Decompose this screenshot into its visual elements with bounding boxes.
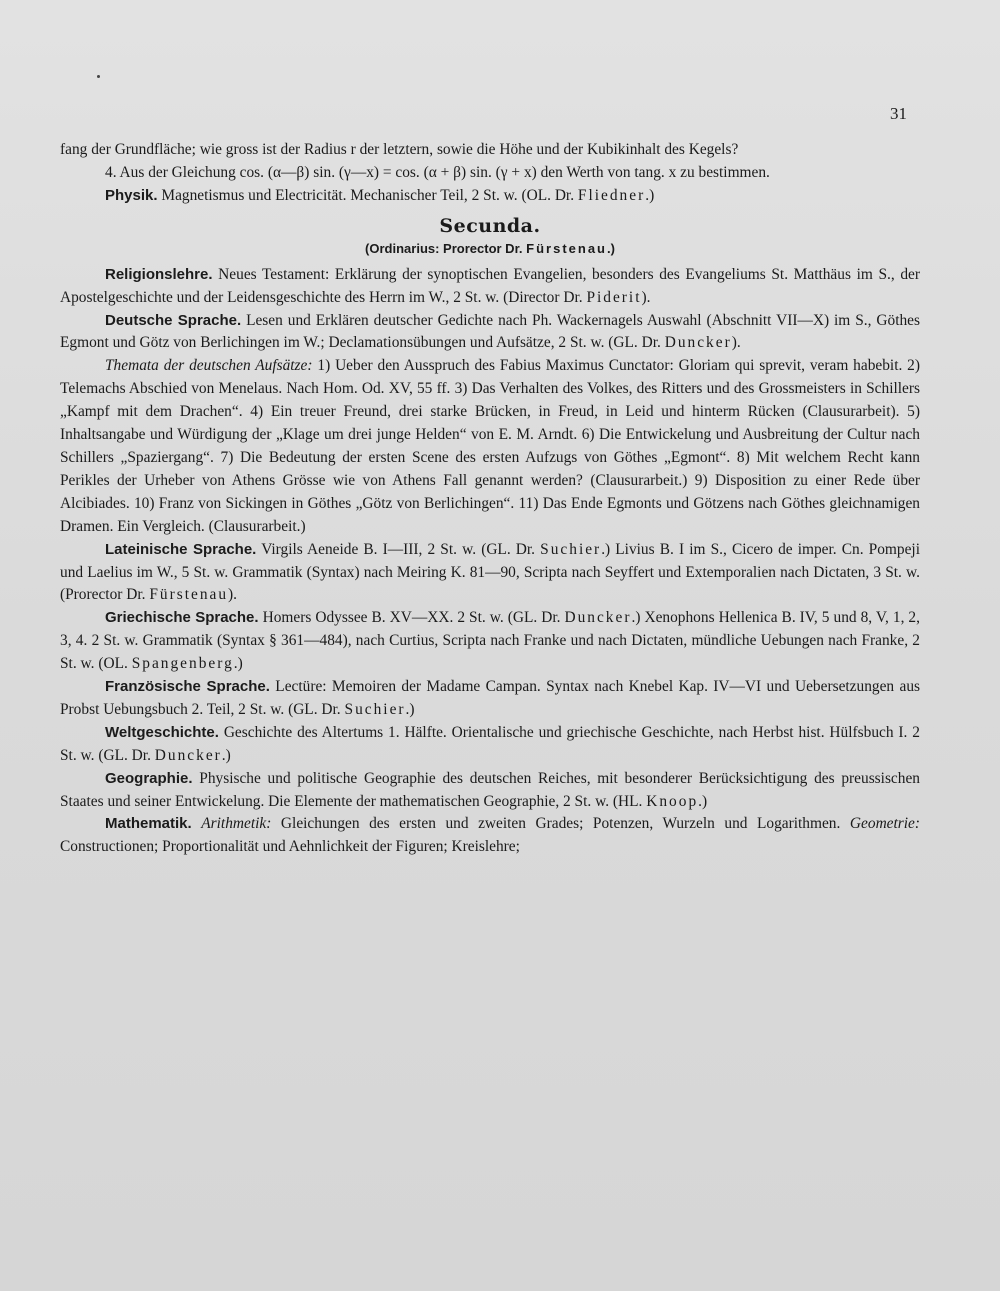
heading-lateinische-sprache: Lateinische Sprache. (105, 540, 257, 558)
subtitle-end: .) (607, 240, 615, 256)
paragraph-mathematik (60, 813, 920, 859)
franz-end: .) (405, 700, 415, 718)
arithmetik-label: Arithmetik: (201, 815, 272, 833)
paragraph-themata (60, 355, 920, 538)
math-text-2: Constructionen; Proportionalität und Aehnlichkeit der Figuren; Kreislehre; (60, 838, 520, 856)
welt-text: Geschichte des Altertums 1. Hälfte. Orientalische und griechische Geschichte, nach Herbst hist. Hülfsbuch I. 2 St. w. (GL. Dr. (60, 723, 920, 764)
griech-text: Homers Odyssee B. XV—XX. 2 St. w. (GL. Dr. (262, 609, 561, 627)
teacher-name: Spangenberg (131, 655, 234, 673)
teacher-name: Duncker (664, 334, 732, 352)
geometrie-label: Geometrie: (849, 815, 921, 833)
section-title: Secunda. (439, 214, 541, 237)
paragraph-griechisch (60, 607, 920, 676)
physik-text: Magnetismus und Electricität. Mechanischer Teil, 2 St. w. (OL. Dr. (161, 186, 575, 204)
themata-text: 1) Ueber den Ausspruch des Fabius Maximus Cunctator: Gloriam qui sprevit, veram habebit. 2) Telemachs Abschied von Menelaus. Nach Hom. Od. XV, 55 ff. 3) Das Verhalten des Volkes, des Ritters und des Grossmeisters in Schillers „Kampf mit dem Drachen“. 4) Ein treuer Freund, drei starke Brücken, in Freud, in Leid und hinterm Rücken (Clausurarbeit). 5) Inhaltsangabe und Würdigung der „Klage um drei junge Helden“ von E. M. Arndt. 6) Die Entwickelung und Ausbreitung der Cultur nach Schillers „Spaziergang“. 7) Die Bedeutung der ersten Scene des ersten Aufzugs von Göthes „Egmont“. 8) Mit welchem Recht kann Perikles der Urheber von Athens Grösse wie von Athens Fall genannt werden? (Clausurarbeit.) 9) Disposition zu einer Rede über Alcibiades. 10) Franz von Sickingen in Göthes „Götz von Berlichingen“. 11) Das Ende Egmonts und Götzens nach Göthes gleichnamigen Dramen. Ein Vergleich. (Clausurarbeit.) (60, 357, 920, 535)
latein-end: ). (228, 586, 238, 604)
teacher-name: Fliedner (577, 186, 646, 204)
paragraph-continuation: fang der Grundfläche; wie gross ist der Radius r der letztern, sowie die Höhe und der Kubikinhalt des Kegels? (60, 141, 739, 158)
geo-text: Physische und politische Geographie des deutschen Reiches, mit besonderer Berücksichtigung des preussischen Staates und seiner Entwickelung. Die Elemente der mathematischen Geographie, 2 St. w. (HL. (60, 769, 920, 810)
deutsch-end: ). (731, 334, 741, 352)
griech-text-2: .) Xenophons Hellenica B. IV, 5 und 8, V, 1, 2, 3, 4. 2 St. w. Grammatik (Syntax § 361—484), nach Curtius, Scripta nach Franke und nach Dictaten, mündliche Uebungen nach Franke, 2 St. w. (OL. (60, 609, 920, 673)
paragraph-deutsch (60, 310, 920, 356)
franz-text: Lectüre: Memoiren der Madame Campan. Syntax nach Knebel Kap. IV—VI und Uebersetzungen aus Probst Uebungsbuch 2. Teil, 2 St. w. (GL. Dr. (60, 678, 921, 718)
page-number: 31 (890, 104, 907, 123)
heading-religionslehre: Religionslehre. (105, 265, 213, 283)
latein-text-2: .) Livius B. I im S., Cicero de imper. Cn. Pompeji und Laelius im W., 5 St. w. Grammatik (Syntax) nach Meiring K. 81—90, Scripta nach Seyffert und Extemporalien nach Dictaten, 3 St. w. (Prorector Dr. (60, 540, 920, 604)
paragraph-latein (60, 539, 920, 608)
religion-end: ). (641, 288, 651, 306)
heading-griechische-sprache: Griechische Sprache. (105, 609, 259, 627)
paragraph-geographie (60, 768, 920, 814)
griech-end: .) (233, 655, 243, 673)
speck-mark (97, 75, 100, 78)
subtitle-text: (Ordinarius: Prorector Dr. (365, 240, 523, 256)
heading-mathematik: Mathematik. (105, 815, 192, 833)
teacher-name: Fürstenau (149, 586, 229, 604)
paragraph-physik (60, 185, 920, 208)
page-body (60, 139, 920, 859)
heading-physik: Physik. (105, 186, 158, 204)
section-subtitle (60, 238, 920, 260)
ordinarius-name: Fürstenau (526, 240, 607, 256)
teacher-name: Piderit (586, 288, 642, 306)
teacher-name: Duncker (564, 609, 632, 627)
math-text-1: Gleichungen des ersten und zweiten Grades; Potenzen, Wurzeln und Logarithmen. (280, 815, 841, 833)
paragraph-religion (60, 264, 920, 310)
deutsch-text: Lesen und Erklären deutscher Gedichte nach Ph. Wackernagels Auswahl (Abschnitt VII—X) im S., Göthes Egmont und Götz von Berlichingen im W.; Declamationsübungen und Aufsätze, 2 St. w. (GL. Dr. (60, 311, 920, 352)
paragraph-franzoesisch (60, 676, 920, 722)
religion-text: Neues Testament: Erklärung der synoptischen Evangelien, besonders des Evangeliums St. Matthäus im S., der Apostelgeschichte und der Leidensgeschichte des Herrn im W., 2 St. w. (Director Dr. (60, 265, 920, 306)
heading-geographie: Geographie. (105, 769, 193, 787)
welt-end: .) (221, 746, 231, 764)
latein-text: Virgils Aeneide B. I—III, 2 St. w. (GL. Dr. (261, 540, 536, 558)
heading-weltgeschichte: Weltgeschichte. (105, 723, 219, 741)
paragraph-weltgeschichte (60, 722, 920, 768)
paragraph-item-4: 4. Aus der Gleichung cos. (α—β) sin. (γ—x) = cos. (α + β) sin. (γ + x) den Werth von tang. x zu bestimmen. (105, 163, 770, 181)
teacher-name: Knoop (646, 792, 699, 810)
teacher-name: Suchier (344, 700, 406, 718)
teacher-name: Suchier (540, 540, 602, 558)
geo-end: .) (698, 792, 708, 810)
teacher-name: Duncker (154, 746, 222, 764)
heading-franzoesische-sprache: Französische Sprache. (105, 678, 270, 696)
heading-deutsche-sprache: Deutsche Sprache. (105, 311, 242, 329)
themata-label: Themata der deutschen Aufsätze: (105, 357, 313, 375)
physik-end: .) (645, 186, 655, 204)
